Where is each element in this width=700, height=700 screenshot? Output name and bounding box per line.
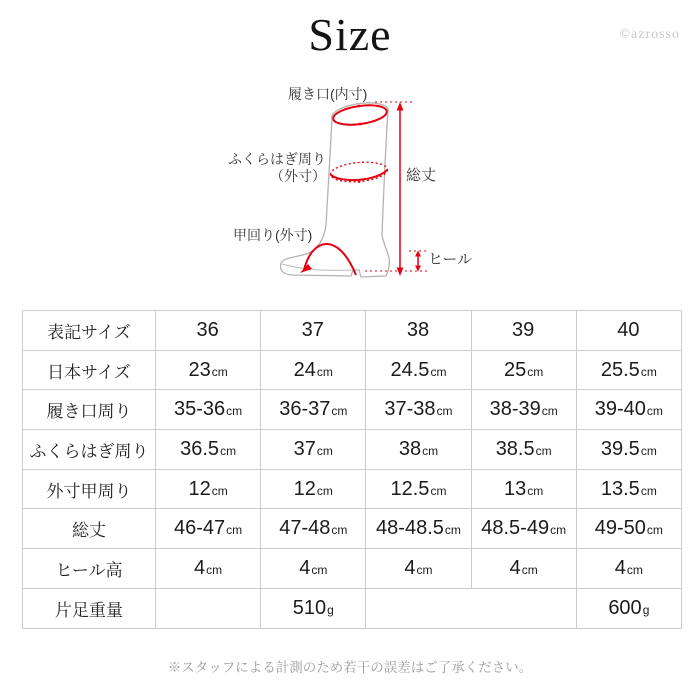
row-label: ヒール高 <box>23 549 156 589</box>
row-label: 総丈 <box>23 509 156 549</box>
calf-measure-ellipse <box>330 160 388 184</box>
size-cell: 38cm <box>366 430 471 470</box>
size-cell: 12.5cm <box>366 469 471 509</box>
size-cell: 46-47cm <box>156 509 261 549</box>
size-cell: 13cm <box>471 469 576 509</box>
size-cell: 36 <box>156 311 261 351</box>
size-cell: 48-48.5cm <box>366 509 471 549</box>
size-cell: 13.5cm <box>576 469 681 509</box>
total-length-measure-line <box>365 102 429 276</box>
size-cell: 24.5cm <box>366 350 471 390</box>
size-cell: 4cm <box>576 549 681 589</box>
table-row <box>23 390 682 430</box>
size-cell: 39.5cm <box>576 430 681 470</box>
size-cell <box>471 588 576 628</box>
measurement-disclaimer: ※スタッフによる計測のため若干の誤差はご了承ください。 <box>167 660 533 675</box>
size-cell: 510g <box>261 588 366 628</box>
size-table <box>22 310 682 629</box>
size-cell: 600g <box>576 588 681 628</box>
page-title: Size <box>308 9 392 60</box>
size-cell <box>366 588 471 628</box>
label-total-length: 総丈 <box>406 167 437 184</box>
size-cell: 4cm <box>261 549 366 589</box>
size-cell: 36.5cm <box>156 430 261 470</box>
label-boot-opening: 履き口(内寸) <box>288 86 368 102</box>
size-cell: 25.5cm <box>576 350 681 390</box>
opening-measure-ellipse <box>332 102 388 127</box>
size-cell: 37-38cm <box>366 390 471 430</box>
size-cell: 24cm <box>261 350 366 390</box>
size-cell: 36-37cm <box>261 390 366 430</box>
size-cell: 37 <box>261 311 366 351</box>
size-cell: 4cm <box>366 549 471 589</box>
size-cell: 12cm <box>261 469 366 509</box>
heel-measure-line <box>409 251 429 272</box>
size-cell: 37cm <box>261 430 366 470</box>
size-cell: 38.5cm <box>471 430 576 470</box>
size-cell: 40 <box>576 311 681 351</box>
table-row <box>23 588 682 628</box>
size-cell: 35-36cm <box>156 390 261 430</box>
size-cell: 25cm <box>471 350 576 390</box>
label-calf-circumference <box>218 151 326 185</box>
size-cell: 4cm <box>471 549 576 589</box>
table-row <box>23 350 682 390</box>
size-cell: 23cm <box>156 350 261 390</box>
boot-measurement-diagram <box>0 0 700 300</box>
table-row <box>23 549 682 589</box>
size-cell <box>156 588 261 628</box>
size-cell: 47-48cm <box>261 509 366 549</box>
label-instep-circumference: 甲回り(外寸) <box>233 227 313 243</box>
label-heel: ヒール <box>428 251 473 268</box>
size-cell: 48.5-49cm <box>471 509 576 549</box>
row-label: 表記サイズ <box>23 311 156 351</box>
label-calf-line1: ふくらはぎ周り <box>228 151 326 167</box>
row-label: 履き口周り <box>23 390 156 430</box>
table-row <box>23 509 682 549</box>
row-label: 外寸甲周り <box>23 469 156 509</box>
size-cell: 38-39cm <box>471 390 576 430</box>
size-cell: 39 <box>471 311 576 351</box>
size-cell: 4cm <box>156 549 261 589</box>
size-cell: 49-50cm <box>576 509 681 549</box>
row-label: ふくらはぎ周り <box>23 430 156 470</box>
boot-outline <box>280 100 389 277</box>
label-calf-line2: （外寸） <box>270 168 326 184</box>
watermark: ©azrosso <box>619 27 680 42</box>
row-label: 片足重量 <box>23 588 156 628</box>
size-cell: 38 <box>366 311 471 351</box>
row-label: 日本サイズ <box>23 350 156 390</box>
table-row <box>23 311 682 351</box>
table-row <box>23 469 682 509</box>
size-cell: 12cm <box>156 469 261 509</box>
table-row <box>23 430 682 470</box>
size-cell: 39-40cm <box>576 390 681 430</box>
